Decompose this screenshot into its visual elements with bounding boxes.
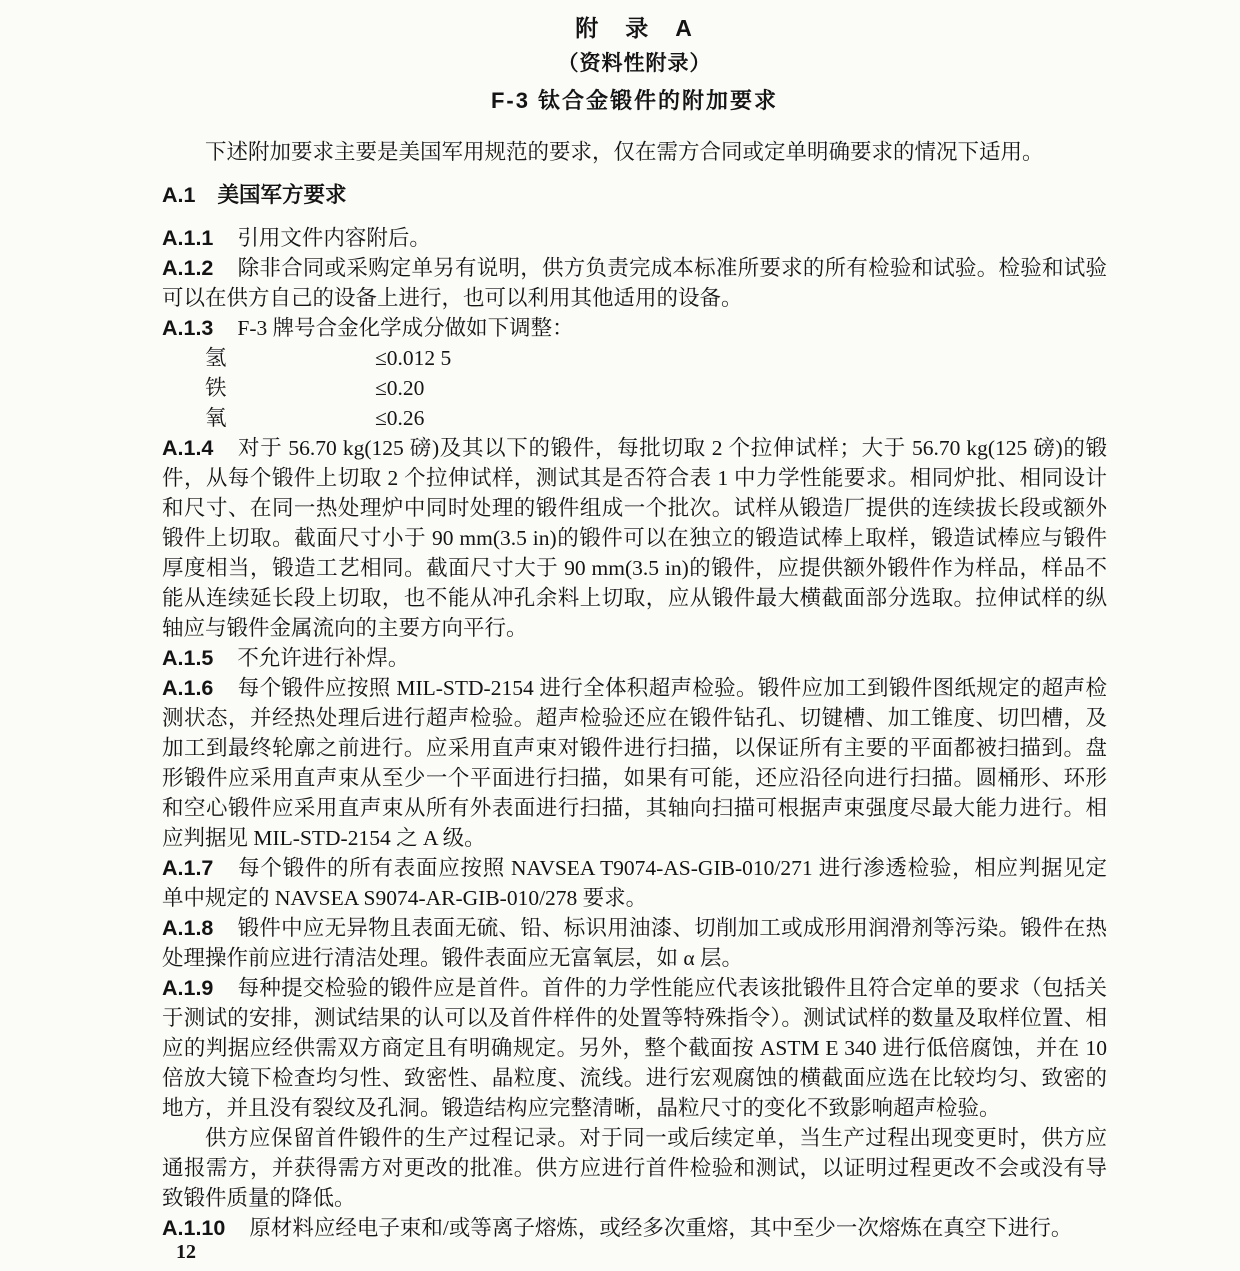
title-block xyxy=(162,12,1107,116)
chem-limit-value: ≤0.26 xyxy=(375,406,425,430)
clause-number: A.1.5 xyxy=(162,646,214,670)
clause-text: 引用文件内容附后。 xyxy=(237,226,431,250)
appendix-note: （资料性附录） xyxy=(557,52,712,75)
clause-number: A.1.8 xyxy=(162,916,214,940)
clause-number: A.1.9 xyxy=(162,976,214,1000)
clause-number: A.1.4 xyxy=(162,436,214,460)
clause-number: A.1.6 xyxy=(162,676,214,700)
chem-limit-value: ≤0.20 xyxy=(375,376,425,400)
clause-text: F-3 牌号合金化学成分做如下调整： xyxy=(237,316,574,340)
clause-number: A.1.3 xyxy=(162,316,214,340)
appendix-title: F-3 钛合金锻件的附加要求 xyxy=(490,88,779,113)
clause-text: 除非合同或采购定单另有说明，供方负责完成本标准所要求的所有检验和试验。检验和试验可以在供方自己的设备上进行，也可以利用其他适用的设备。 xyxy=(162,256,1107,310)
chem-row-iron xyxy=(205,373,1107,403)
clause-a-1-9 xyxy=(162,973,1107,1123)
clause-a-1-10 xyxy=(162,1213,1107,1243)
clause-text: 每个锻件应按照 MIL-STD-2154 进行全体积超声检验。锻件应加工到锻件图纸规定的超声检测状态，并经热处理后进行超声检验。超声检验还应在锻件钻孔、切键槽、加工锥度、切凹槽，及加工到最终轮廓之前进行。应采用直声束对锻件进行扫描，以保证所有主要的平面都被扫描到。盘形锻件应采用直声束从至少一个平面进行扫描，如果有可能，还应沿径向进行扫描。圆桶形、环形和空心锻件应采用直声束从所有外表面进行扫描，其轴向扫描可根据声束强度尽最大能力进行。相应判据见 MIL-STD-2154 之 A 级。 xyxy=(162,676,1107,850)
clause-text: 不允许进行补焊。 xyxy=(237,646,410,670)
clause-number: A.1.2 xyxy=(162,256,214,280)
section-heading xyxy=(162,180,1107,210)
chem-element: 氧 xyxy=(205,406,227,430)
clause-text: 锻件中应无异物且表面无硫、铅、标识用油漆、切削加工或成形用润滑剂等污染。锻件在热处理操作前应进行清洁处理。锻件表面应无富氧层，如 α 层。 xyxy=(162,916,1107,970)
clause-a-1-7 xyxy=(162,853,1107,913)
chem-limit-value: ≤0.012 5 xyxy=(375,346,452,370)
intro-paragraph: 下述附加要求主要是美国军用规范的要求，仅在需方合同或定单明确要求的情况下适用。 xyxy=(205,140,1044,164)
clause-number: A.1.7 xyxy=(162,856,214,880)
clause-a-1-8 xyxy=(162,913,1107,973)
clause-a-1-4 xyxy=(162,433,1107,643)
chem-element: 氢 xyxy=(205,346,227,370)
clause-a-1-3 xyxy=(162,313,1107,343)
clause-text: 对于 56.70 kg(125 磅)及其以下的锻件，每批切取 2 个拉伸试样；大于 56.70 kg(125 磅)的锻件，从每个锻件上切取 2 个拉伸试样，测试其是否符合表 1 中力学性能要求。相同炉批、相同设计和尺寸、在同一热处理炉中同时处理的锻件组成一个批次。试样从锻造厂提供的连续拔长段或额外锻件上切取。截面尺寸小于 90 mm(3.5 in)的锻件可以在独立的锻造试棒上取样，锻造试棒应与锻件厚度相当，锻造工艺相同。截面尺寸大于 90 mm(3.5 in)的锻件，应提供额外锻件作为样品，样品不能从连续延长段上切取，也不能从冲孔余料上切取，应从锻件最大横截面部分选取。拉伸试样的纵轴应与锻件金属流向的主要方向平行。 xyxy=(162,436,1107,640)
appendix-label: 附 录 A xyxy=(575,15,694,41)
supplement-paragraph: 供方应保留首件锻件的生产过程记录。对于同一或后续定单，当生产过程出现变更时，供方应通报需方，并获得需方对更改的批准。供方应进行首件检验和测试，以证明过程更改不会或没有导致锻件质量的降低。 xyxy=(162,1126,1107,1210)
clause-a-1-1 xyxy=(162,223,1107,253)
chem-adjustment-list xyxy=(162,343,1107,433)
chem-row-oxygen xyxy=(205,403,1107,433)
chem-row-hydrogen xyxy=(205,343,1107,373)
clause-a-1-2 xyxy=(162,253,1107,313)
clause-number: A.1.1 xyxy=(162,226,214,250)
clause-text: 原材料应经电子束和/或等离子熔炼，或经多次重熔，其中至少一次熔炼在真空下进行。 xyxy=(249,1216,1073,1240)
clause-text: 每种提交检验的锻件应是首件。首件的力学性能应代表该批锻件且符合定单的要求（包括关于测试的安排，测试结果的认可以及首件样件的处置等特殊指令）。测试试样的数量及取样位置、相应的判据应经供需双方商定且有明确规定。另外，整个截面按 ASTM E 340 进行低倍腐蚀，并在 10 倍放大镜下检查均匀性、致密性、晶粒度、流线。进行宏观腐蚀的横截面应选在比较均匀、致密的地方，并且没有裂纹及孔洞。锻造结构应完整清晰，晶粒尺寸的变化不致影响超声检验。 xyxy=(162,976,1107,1120)
clause-a-1-5 xyxy=(162,643,1107,673)
page-number: 12 xyxy=(176,1241,196,1263)
clause-text: 每个锻件的所有表面应按照 NAVSEA T9074-AS-GIB-010/271 进行渗透检验，相应判据见定单中规定的 NAVSEA S9074-AR-GIB-010/278 要求。 xyxy=(162,856,1107,910)
clause-number: A.1.10 xyxy=(162,1216,226,1240)
section-number: A.1 xyxy=(162,183,196,207)
chem-element: 铁 xyxy=(205,376,227,400)
clause-a-1-6 xyxy=(162,673,1107,853)
section-title: 美国军方要求 xyxy=(217,183,347,207)
